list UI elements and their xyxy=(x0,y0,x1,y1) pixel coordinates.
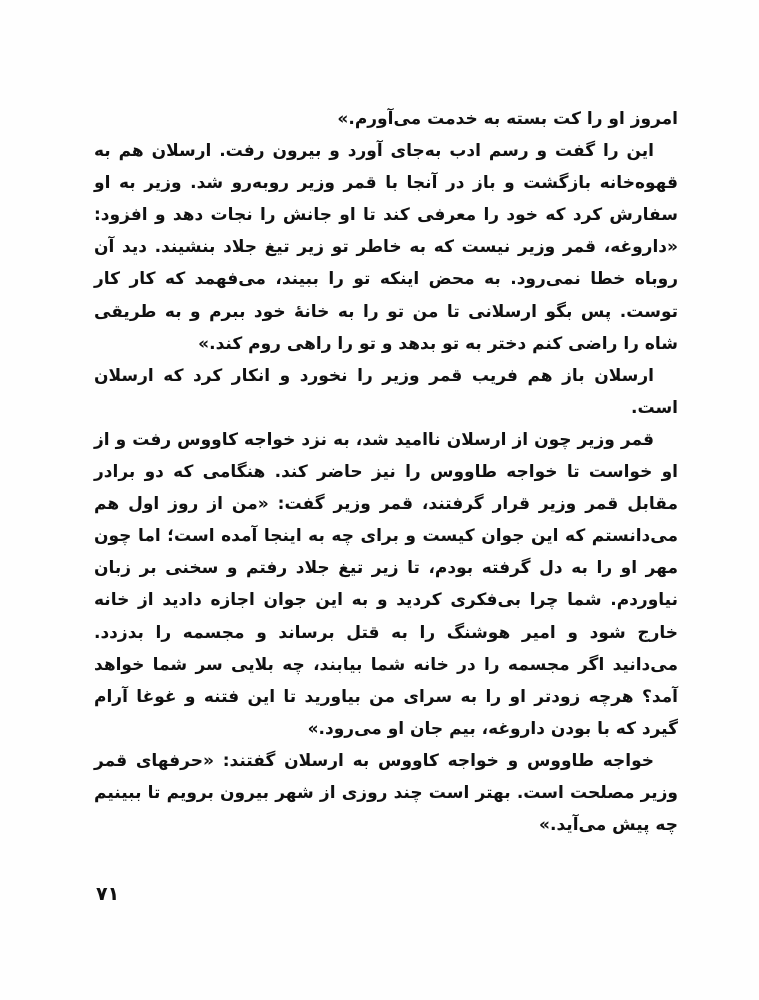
paragraph-4: قمر وزیر چون از ارسلان ناامید شد، به نزد خواجه کاووس رفت و از او خواست تا خواجه طاووس را نیز حاضر کند. هنگامی که دو برادر مقابل قمر وزیر قرار گرفتند، قمر وزیر گفت: «من از روز اول هم می‌دانستم که این جوان کیست و برای چه به اینجا آمده است؛ اما چون مهر او را به دل گرفته بودم، تا زیر تیغ جلاد رفتم و سخنی بر زبان نیاوردم. شما چرا بی‌فکری کردید و به این جوان اجازه دادید از خانه خارج شود و امیر هوشنگ را به قتل برساند و مجسمه را بدزدد. می‌دانید اگر مجسمه را در خانه شما بیابند، چه بلایی سر شما خواهد آمد؟ هرچه زودتر او را به سرای من بیاورید تا این فتنه و غوغا آرام گیرد که با بودن داروغه، بیم جان او می‌رود.» xyxy=(94,429,678,739)
body-text xyxy=(94,103,678,841)
paragraph-5: خواجه طاووس و خواجه کاووس به ارسلان گفتند: «حرفهای قمر وزیر مصلحت است. بهتر است چند روزی از شهر بیرون برویم تا ببینیم چه پیش می‌آید.» xyxy=(94,750,678,836)
page-number: ۷۱ xyxy=(96,883,120,905)
paragraph-2: این را گفت و رسم ادب به‌جای آورد و بیرون رفت. ارسلان هم به قهوه‌خانه بازگشت و باز در آنجا با قمر وزیر روبه‌رو شد. وزیر به او سفارش کرد که خود را معرفی کند تا او جانش را نجات دهد و افزود: «داروغه، قمر وزیر نیست که به خاطر تو زیر تیغ جلاد بنشیند. دید آن روباه خطا نمی‌رود. به محض اینکه تو را ببیند، می‌فهمد که کار کار توست. پس بگو ارسلانی تا من تو را به خانهٔ خود ببرم و به طریقی شاه را راضی کنم دختر به تو بدهد و تو را راهی روم کند.» xyxy=(94,141,678,354)
paragraph-3: ارسلان باز هم فریب قمر وزیر را نخورد و انکار کرد که ارسلان است. xyxy=(94,365,678,418)
paragraph-1: امروز او را کت بسته به خدمت می‌آورم.» xyxy=(337,109,678,129)
